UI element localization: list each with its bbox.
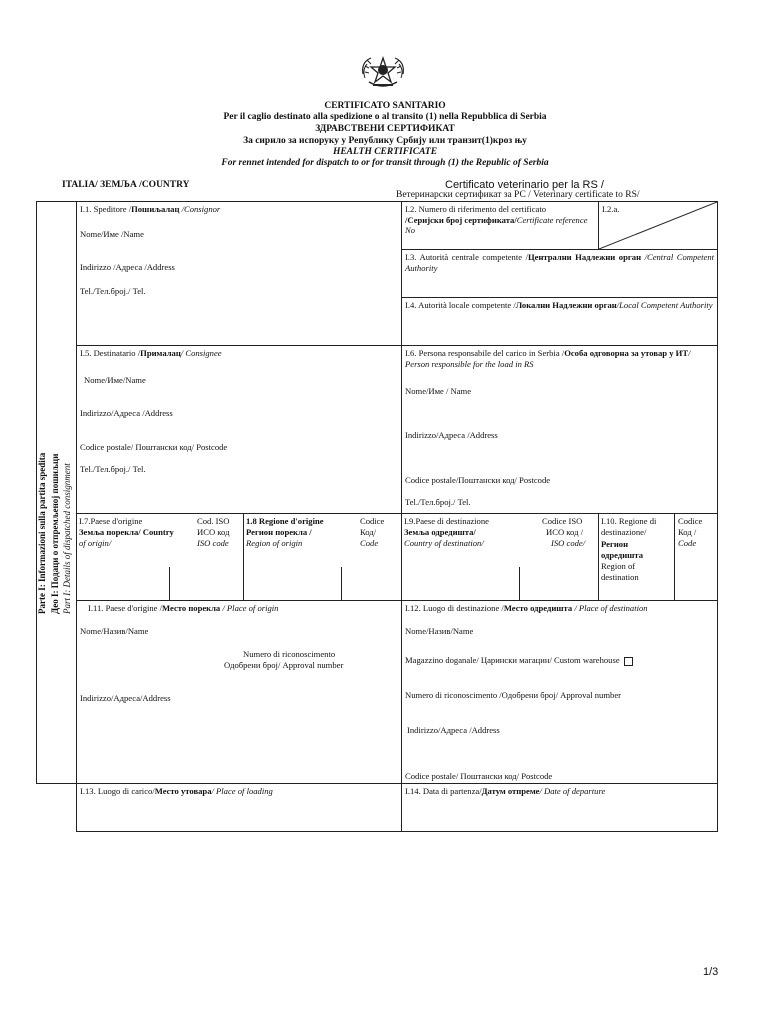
title-serbian: ЗДРАВСТВЕНИ СЕРТИФИКАТ — [315, 124, 455, 134]
responsible-address-label: Indirizzo/Адреса /Address — [405, 430, 498, 440]
vet-cert-line2: Ветеринарски сертификат за РС / Veterinary certificate to RS/ — [396, 190, 640, 200]
subtitle-italian: Per il caglio destinato alla spedizione o al transito (1) nella Repubblica di Serbia — [223, 112, 547, 122]
title-italian: CERTIFICATO SANITARIO — [324, 101, 446, 111]
destination-approval-label: Numero di riconoscimento /Одобрени број/ Approval number — [405, 690, 621, 700]
place-of-origin-box[interactable]: I.11. Paese d'origine /Место порекла / Place of origin — [76, 600, 402, 784]
origin-approval-label-2: Одобрени број/ Approval number — [224, 660, 344, 670]
country-label: ITALIA/ ЗЕМЉА /COUNTRY — [62, 180, 190, 190]
destination-postcode-label: Codice postale/ Поштански код/ Postcode — [405, 771, 553, 781]
republic-emblem — [357, 52, 409, 92]
sidebar-label-serbian: Део I: Подаци о отпремљеној пошиљци — [50, 453, 60, 614]
origin-address-label: Indirizzo/Адреса/Address — [80, 693, 171, 703]
page-number: 1/3 — [703, 966, 719, 978]
sidebar-label-english: Part I: Details of dispatched consignment — [62, 463, 72, 614]
title-english: HEALTH CERTIFICATE — [332, 147, 438, 157]
consignee-address-label: Indirizzo/Адреса /Address — [80, 408, 173, 418]
responsible-tel-label: Tel./Тел.број./ Tel. — [405, 497, 471, 507]
origin-name-label: Nome/Назив/Name — [80, 626, 149, 636]
central-authority-box[interactable]: I.3. Autorità centrale competente /Централни Надлежни орган /Central Competent Authority — [401, 249, 718, 298]
responsible-postcode-label: Codice postale/Поштански код/ Postcode — [405, 475, 551, 485]
vet-cert-line1: Certificato veterinario per la RS / — [445, 179, 604, 191]
consignee-postcode-label: Codice postale/ Поштански код/ Postcode — [80, 442, 228, 452]
destination-address-label: Indirizzo/Адреса /Address — [407, 725, 500, 735]
consignee-box[interactable]: I.5. Destinatario /Прималац/ Consignee — [76, 345, 402, 514]
custom-warehouse-checkbox[interactable] — [624, 657, 633, 666]
custom-warehouse-option[interactable]: Magazzino doganale/ Царински магацин/ Custom warehouse — [405, 655, 633, 666]
responsible-person-box[interactable]: I.6. Persona responsabile del carico in Serbia /Особа одговорна за утовар у ИТ/ Person responsible for the load in RS — [401, 345, 718, 514]
destination-name-label: Nome/Назив/Name — [405, 626, 474, 636]
local-authority-box[interactable]: I.4. Autorità locale competente /Локални Надлежни орган/Local Competent Authority — [401, 297, 718, 346]
responsible-name-label: Nome/Име / Name — [405, 386, 472, 396]
diagonal-strike — [599, 202, 717, 249]
place-of-destination-box[interactable]: I.12. Luogo di destinazione /Место одредишта / Place of destination — [401, 600, 718, 784]
subtitle-serbian: За сирило за испоруку у Републику Србију или транзит(1)кроз њу — [243, 136, 527, 146]
consignor-tel-label: Tel./Тел.број./ Tel. — [80, 286, 146, 296]
consignee-tel-label: Tel./Тел.број./ Tel. — [80, 464, 146, 474]
date-of-departure-box[interactable]: I.14. Data di partenza/Датум отпреме/ Date of departure — [401, 783, 718, 832]
place-of-loading-box[interactable]: I.13. Luogo di carico/Место утовара/ Place of loading — [76, 783, 402, 832]
certificate-reference-box[interactable]: I.2. Numero di riferimento del certificato /Серијски број сертификата/Certificate reference No — [401, 201, 599, 250]
consignor-address-label: Indirizzo /Адреса /Address — [80, 262, 175, 272]
origin-approval-label-1: Numero di riconoscimento — [243, 649, 336, 659]
consignee-name-label: Nome/Име/Name — [84, 375, 146, 385]
sidebar-label-italian: Parte I: Informazioni sulla partita spedita — [37, 452, 47, 614]
subtitle-english: For rennet intended for dispatch to or for transit through (1) the Republic of Serbia — [221, 158, 549, 168]
consignor-name-label: Nome/Име /Name — [80, 229, 144, 239]
field-i2a-box[interactable]: I.2.a. — [598, 201, 718, 250]
consignor-box[interactable]: I.1. Speditore /Пошиљалац /Consignor — [76, 201, 402, 346]
